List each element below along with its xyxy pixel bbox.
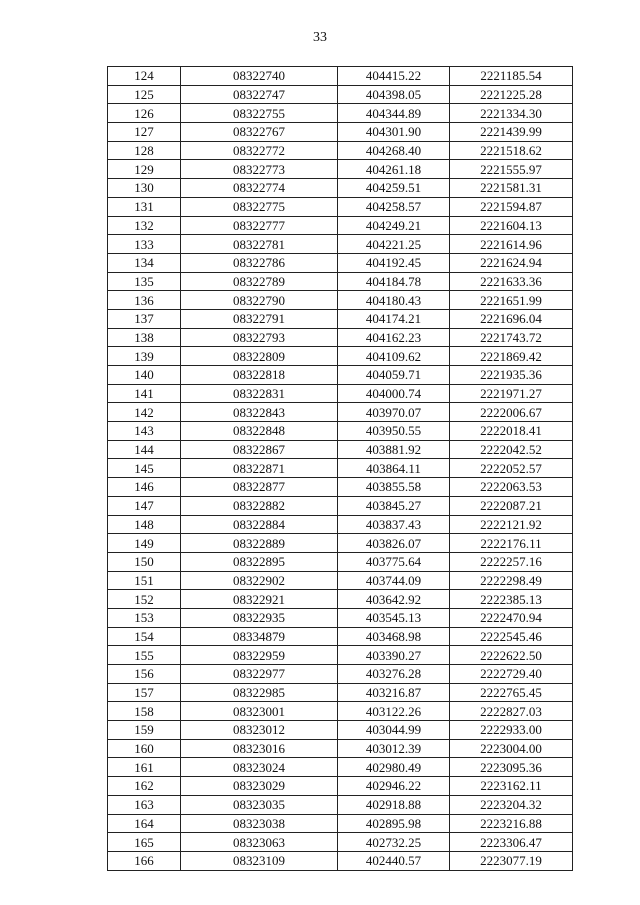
table-row — [108, 665, 573, 684]
row-number-cell: 135 — [108, 272, 181, 291]
row-number-cell: 152 — [108, 590, 181, 609]
row-number-cell: 156 — [108, 665, 181, 684]
y-coordinate-cell: 2223204.32 — [450, 795, 573, 814]
point-id-cell: 08322809 — [181, 347, 338, 366]
point-id-cell: 08322843 — [181, 403, 338, 422]
y-coordinate-cell: 2222298.49 — [450, 571, 573, 590]
x-coordinate-cell: 403044.99 — [338, 721, 450, 740]
row-number-cell: 143 — [108, 422, 181, 441]
table-row — [108, 478, 573, 497]
table-row — [108, 459, 573, 478]
point-id-cell: 08322871 — [181, 459, 338, 478]
row-number-cell: 124 — [108, 67, 181, 86]
table-row — [108, 123, 573, 142]
row-number-cell: 165 — [108, 833, 181, 852]
row-number-cell: 155 — [108, 646, 181, 665]
row-number-cell: 127 — [108, 123, 181, 142]
point-id-cell: 08323109 — [181, 851, 338, 870]
row-number-cell: 125 — [108, 85, 181, 104]
row-number-cell: 134 — [108, 253, 181, 272]
table-row — [108, 403, 573, 422]
y-coordinate-cell: 2221225.28 — [450, 85, 573, 104]
point-id-cell: 08322767 — [181, 123, 338, 142]
y-coordinate-cell: 2223004.00 — [450, 739, 573, 758]
point-id-cell: 08322921 — [181, 590, 338, 609]
point-id-cell: 08322867 — [181, 440, 338, 459]
y-coordinate-cell: 2222545.46 — [450, 627, 573, 646]
table-row — [108, 496, 573, 515]
point-id-cell: 08323029 — [181, 777, 338, 796]
y-coordinate-cell: 2221518.62 — [450, 141, 573, 160]
x-coordinate-cell: 404268.40 — [338, 141, 450, 160]
table-row — [108, 291, 573, 310]
table-row — [108, 328, 573, 347]
x-coordinate-cell: 403012.39 — [338, 739, 450, 758]
point-id-cell: 08322793 — [181, 328, 338, 347]
x-coordinate-cell: 403864.11 — [338, 459, 450, 478]
y-coordinate-cell: 2222765.45 — [450, 683, 573, 702]
y-coordinate-cell: 2221651.99 — [450, 291, 573, 310]
x-coordinate-cell: 404415.22 — [338, 67, 450, 86]
y-coordinate-cell: 2222933.00 — [450, 721, 573, 740]
row-number-cell: 131 — [108, 197, 181, 216]
table-row — [108, 104, 573, 123]
x-coordinate-cell: 403642.92 — [338, 590, 450, 609]
y-coordinate-cell: 2221439.99 — [450, 123, 573, 142]
row-number-cell: 142 — [108, 403, 181, 422]
table-row — [108, 272, 573, 291]
y-coordinate-cell: 2223077.19 — [450, 851, 573, 870]
table-row — [108, 683, 573, 702]
point-id-cell: 08322747 — [181, 85, 338, 104]
table-row — [108, 179, 573, 198]
point-id-cell: 08322789 — [181, 272, 338, 291]
table-row — [108, 253, 573, 272]
y-coordinate-cell: 2222087.21 — [450, 496, 573, 515]
x-coordinate-cell: 404301.90 — [338, 123, 450, 142]
y-coordinate-cell: 2222470.94 — [450, 608, 573, 627]
table-row — [108, 85, 573, 104]
y-coordinate-cell: 2221971.27 — [450, 384, 573, 403]
y-coordinate-cell: 2222052.57 — [450, 459, 573, 478]
row-number-cell: 126 — [108, 104, 181, 123]
x-coordinate-cell: 404162.23 — [338, 328, 450, 347]
point-id-cell: 08322877 — [181, 478, 338, 497]
table-row — [108, 814, 573, 833]
point-id-cell: 08334879 — [181, 627, 338, 646]
table-row — [108, 160, 573, 179]
x-coordinate-cell: 403837.43 — [338, 515, 450, 534]
y-coordinate-cell: 2222385.13 — [450, 590, 573, 609]
x-coordinate-cell: 404109.62 — [338, 347, 450, 366]
x-coordinate-cell: 403970.07 — [338, 403, 450, 422]
point-id-cell: 08322935 — [181, 608, 338, 627]
table-row — [108, 851, 573, 870]
row-number-cell: 136 — [108, 291, 181, 310]
x-coordinate-cell: 403276.28 — [338, 665, 450, 684]
y-coordinate-cell: 2221555.97 — [450, 160, 573, 179]
x-coordinate-cell: 404344.89 — [338, 104, 450, 123]
x-coordinate-cell: 403845.27 — [338, 496, 450, 515]
point-id-cell: 08322774 — [181, 179, 338, 198]
table-row — [108, 366, 573, 385]
y-coordinate-cell: 2222827.03 — [450, 702, 573, 721]
point-id-cell: 08323001 — [181, 702, 338, 721]
point-id-cell: 08323016 — [181, 739, 338, 758]
x-coordinate-cell: 404184.78 — [338, 272, 450, 291]
y-coordinate-cell: 2221935.36 — [450, 366, 573, 385]
x-coordinate-cell: 402895.98 — [338, 814, 450, 833]
row-number-cell: 150 — [108, 552, 181, 571]
row-number-cell: 154 — [108, 627, 181, 646]
row-number-cell: 164 — [108, 814, 181, 833]
point-id-cell: 08322772 — [181, 141, 338, 160]
x-coordinate-cell: 403775.64 — [338, 552, 450, 571]
x-coordinate-cell: 404059.71 — [338, 366, 450, 385]
table-row — [108, 758, 573, 777]
y-coordinate-cell: 2222176.11 — [450, 534, 573, 553]
table-row — [108, 197, 573, 216]
row-number-cell: 166 — [108, 851, 181, 870]
row-number-cell: 130 — [108, 179, 181, 198]
point-id-cell: 08322889 — [181, 534, 338, 553]
x-coordinate-cell: 402918.88 — [338, 795, 450, 814]
y-coordinate-cell: 2221869.42 — [450, 347, 573, 366]
x-coordinate-cell: 403855.58 — [338, 478, 450, 497]
y-coordinate-cell: 2222121.92 — [450, 515, 573, 534]
row-number-cell: 147 — [108, 496, 181, 515]
point-id-cell: 08322902 — [181, 571, 338, 590]
table-row — [108, 141, 573, 160]
row-number-cell: 146 — [108, 478, 181, 497]
x-coordinate-cell: 404174.21 — [338, 309, 450, 328]
x-coordinate-cell: 402440.57 — [338, 851, 450, 870]
page-number: 33 — [313, 30, 327, 45]
row-number-cell: 149 — [108, 534, 181, 553]
table-row — [108, 627, 573, 646]
y-coordinate-cell: 2222006.67 — [450, 403, 573, 422]
point-id-cell: 08322895 — [181, 552, 338, 571]
table-row — [108, 67, 573, 86]
y-coordinate-cell: 2221185.54 — [450, 67, 573, 86]
row-number-cell: 128 — [108, 141, 181, 160]
point-id-cell: 08322985 — [181, 683, 338, 702]
row-number-cell: 161 — [108, 758, 181, 777]
x-coordinate-cell: 404258.57 — [338, 197, 450, 216]
table-row — [108, 833, 573, 852]
table-row — [108, 235, 573, 254]
x-coordinate-cell: 403950.55 — [338, 422, 450, 441]
table-row — [108, 590, 573, 609]
x-coordinate-cell: 403744.09 — [338, 571, 450, 590]
row-number-cell: 158 — [108, 702, 181, 721]
row-number-cell: 153 — [108, 608, 181, 627]
point-id-cell: 08323038 — [181, 814, 338, 833]
x-coordinate-cell: 404192.45 — [338, 253, 450, 272]
x-coordinate-cell: 404000.74 — [338, 384, 450, 403]
point-id-cell: 08323035 — [181, 795, 338, 814]
table-row — [108, 795, 573, 814]
row-number-cell: 151 — [108, 571, 181, 590]
row-number-cell: 157 — [108, 683, 181, 702]
x-coordinate-cell: 404180.43 — [338, 291, 450, 310]
y-coordinate-cell: 2223162.11 — [450, 777, 573, 796]
row-number-cell: 140 — [108, 366, 181, 385]
table-row — [108, 552, 573, 571]
point-id-cell: 08322755 — [181, 104, 338, 123]
row-number-cell: 137 — [108, 309, 181, 328]
y-coordinate-cell: 2222042.52 — [450, 440, 573, 459]
y-coordinate-cell: 2221604.13 — [450, 216, 573, 235]
row-number-cell: 160 — [108, 739, 181, 758]
y-coordinate-cell: 2221614.96 — [450, 235, 573, 254]
x-coordinate-cell: 403122.26 — [338, 702, 450, 721]
y-coordinate-cell: 2221624.94 — [450, 253, 573, 272]
table-body — [108, 67, 573, 871]
y-coordinate-cell: 2222729.40 — [450, 665, 573, 684]
x-coordinate-cell: 403390.27 — [338, 646, 450, 665]
point-id-cell: 08322791 — [181, 309, 338, 328]
table-row — [108, 440, 573, 459]
y-coordinate-cell: 2223095.36 — [450, 758, 573, 777]
row-number-cell: 163 — [108, 795, 181, 814]
x-coordinate-cell: 403545.13 — [338, 608, 450, 627]
y-coordinate-cell: 2222063.53 — [450, 478, 573, 497]
row-number-cell: 162 — [108, 777, 181, 796]
table-row — [108, 777, 573, 796]
table-row — [108, 216, 573, 235]
y-coordinate-cell: 2223216.88 — [450, 814, 573, 833]
y-coordinate-cell: 2223306.47 — [450, 833, 573, 852]
y-coordinate-cell: 2222257.16 — [450, 552, 573, 571]
x-coordinate-cell: 404259.51 — [338, 179, 450, 198]
row-number-cell: 129 — [108, 160, 181, 179]
coordinates-table — [107, 66, 573, 871]
y-coordinate-cell: 2221633.36 — [450, 272, 573, 291]
point-id-cell: 08322773 — [181, 160, 338, 179]
point-id-cell: 08322884 — [181, 515, 338, 534]
table-row — [108, 571, 573, 590]
point-id-cell: 08322818 — [181, 366, 338, 385]
row-number-cell: 148 — [108, 515, 181, 534]
point-id-cell: 08322740 — [181, 67, 338, 86]
point-id-cell: 08322775 — [181, 197, 338, 216]
table-row — [108, 721, 573, 740]
table-row — [108, 702, 573, 721]
y-coordinate-cell: 2221696.04 — [450, 309, 573, 328]
row-number-cell: 139 — [108, 347, 181, 366]
row-number-cell: 141 — [108, 384, 181, 403]
table-row — [108, 347, 573, 366]
table-row — [108, 646, 573, 665]
x-coordinate-cell: 404221.25 — [338, 235, 450, 254]
row-number-cell: 144 — [108, 440, 181, 459]
point-id-cell: 08322786 — [181, 253, 338, 272]
point-id-cell: 08323012 — [181, 721, 338, 740]
x-coordinate-cell: 403881.92 — [338, 440, 450, 459]
x-coordinate-cell: 404261.18 — [338, 160, 450, 179]
table-row — [108, 534, 573, 553]
point-id-cell: 08323063 — [181, 833, 338, 852]
x-coordinate-cell: 402946.22 — [338, 777, 450, 796]
point-id-cell: 08322790 — [181, 291, 338, 310]
table-row — [108, 515, 573, 534]
y-coordinate-cell: 2221594.87 — [450, 197, 573, 216]
x-coordinate-cell: 404398.05 — [338, 85, 450, 104]
point-id-cell: 08322781 — [181, 235, 338, 254]
row-number-cell: 138 — [108, 328, 181, 347]
point-id-cell: 08322777 — [181, 216, 338, 235]
y-coordinate-cell: 2222622.50 — [450, 646, 573, 665]
point-id-cell: 08323024 — [181, 758, 338, 777]
x-coordinate-cell: 402732.25 — [338, 833, 450, 852]
y-coordinate-cell: 2221743.72 — [450, 328, 573, 347]
point-id-cell: 08322848 — [181, 422, 338, 441]
point-id-cell: 08322977 — [181, 665, 338, 684]
y-coordinate-cell: 2221334.30 — [450, 104, 573, 123]
table-row — [108, 384, 573, 403]
row-number-cell: 159 — [108, 721, 181, 740]
table-row — [108, 309, 573, 328]
x-coordinate-cell: 403216.87 — [338, 683, 450, 702]
row-number-cell: 132 — [108, 216, 181, 235]
row-number-cell: 133 — [108, 235, 181, 254]
y-coordinate-cell: 2221581.31 — [450, 179, 573, 198]
x-coordinate-cell: 402980.49 — [338, 758, 450, 777]
point-id-cell: 08322831 — [181, 384, 338, 403]
x-coordinate-cell: 403826.07 — [338, 534, 450, 553]
point-id-cell: 08322959 — [181, 646, 338, 665]
x-coordinate-cell: 403468.98 — [338, 627, 450, 646]
table-row — [108, 608, 573, 627]
y-coordinate-cell: 2222018.41 — [450, 422, 573, 441]
row-number-cell: 145 — [108, 459, 181, 478]
table-row — [108, 739, 573, 758]
x-coordinate-cell: 404249.21 — [338, 216, 450, 235]
table-row — [108, 422, 573, 441]
point-id-cell: 08322882 — [181, 496, 338, 515]
